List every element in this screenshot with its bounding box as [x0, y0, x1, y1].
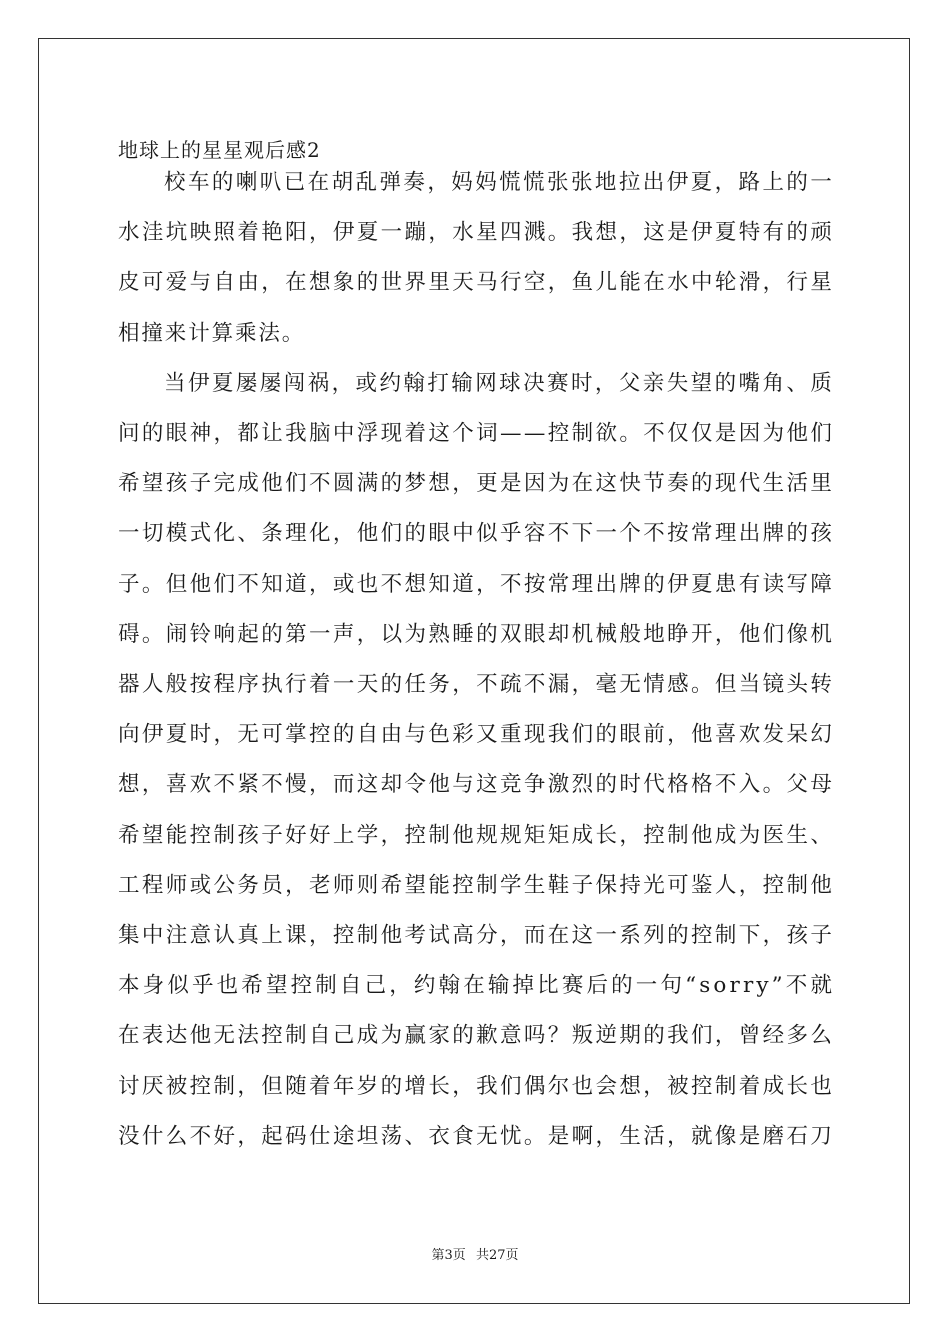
paragraph-2-line: 碍 。 闹 铃 响 起 的 第 一 声 ， 以 为 熟 睡 的 双 眼 却 机 械 般 地 睁 开 ， 他 们 像 机	[118, 621, 832, 647]
paragraph-2-line: 工 程 师 或 公 务 员 ， 老 师 则 希 望 能 控 制 学 生 鞋 子 保 持 光 可 鉴 人 ， 控 制 他	[118, 872, 832, 898]
paragraph-2-line: 希 望 能 控 制 孩 子 好 好 上 学 ， 控 制 他 规 规 矩 矩 成 长 ， 控 制 他 成 为 医 生 、	[118, 822, 832, 848]
paragraph-2-line: 向 伊 夏 时 ， 无 可 掌 控 的 自 由 与 色 彩 又 重 现 我 们 的 眼 前 ， 他 喜 欢 发 呆 幻	[118, 722, 832, 748]
paragraph-2-line: 当 伊 夏 屡 屡 闯 祸 ， 或 约 翰 打 输 网 球 决 赛 时 ， 父 亲 失 望 的 嘴 角 、 质	[164, 370, 832, 396]
paragraph-2-line: 想 ， 喜 欢 不 紧 不 慢 ， 而 这 却 令 他 与 这 竞 争 激 烈 的 时 代 格 格 不 入 。 父 母	[118, 772, 832, 798]
paragraph-2-line: 希 望 孩 子 完 成 他 们 不 圆 满 的 梦 想 ， 更 是 因 为 在 这 快 节 奏 的 现 代 生 活 里	[118, 471, 832, 497]
paragraph-1-line: 相撞来计算乘法。	[118, 320, 306, 346]
paragraph-2-line: 一 切 模 式 化 、 条 理 化 ， 他 们 的 眼 中 似 乎 容 不 下 一 个 不 按 常 理 出 牌 的 孩	[118, 521, 832, 547]
paragraph-2-line: 本 身 似 乎 也 希 望 控 制 自 己 ， 约 翰 在 输 掉 比 赛 后 的 一 句 “ s o r r y ” 不 就	[118, 973, 832, 999]
paragraph-2-line: 问 的 眼 神 ， 都 让 我 脑 中 浮 现 着 这 个 词 — — 控 制 欲 。 不 仅 仅 是 因 为 他 们	[118, 421, 832, 446]
paragraph-2-line: 器 人 般 按 程 序 执 行 着 一 天 的 任 务 ， 不 疏 不 漏 ， 毫 无 情 感 。 但 当 镜 头 转	[118, 672, 832, 697]
paragraph-2-line: 集 中 注 意 认 真 上 课 ， 控 制 他 考 试 高 分 ， 而 在 这 一 系 列 的 控 制 下 ， 孩 子	[118, 923, 832, 948]
paragraph-1-line: 校 车 的 喇 叭 已 在 胡 乱 弹 奏 ， 妈 妈 慌 慌 张 张 地 拉 出 伊 夏 ， 路 上 的 一	[164, 170, 832, 195]
paragraph-2-line: 没 什 么 不 好 ， 起 码 仕 途 坦 荡 、 衣 食 无 忧 。 是 啊 ， 生 活 ， 就 像 是 磨 石 刀	[118, 1123, 832, 1149]
document-title: 地球上的星星观后感2	[118, 138, 321, 162]
page-number: 第3页	[431, 1248, 466, 1263]
paragraph-2-line: 在 表 达 他 无 法 控 制 自 己 成 为 赢 家 的 歉 意 吗 ？ 叛 逆 期 的 我 们 ， 曾 经 多 么	[118, 1023, 832, 1049]
page-footer	[0, 1246, 950, 1266]
page-total: 共27页	[475, 1248, 519, 1263]
paragraph-2-line: 讨 厌 被 控 制 ， 但 随 着 年 岁 的 增 长 ， 我 们 偶 尔 也 会 想 ， 被 控 制 着 成 长 也	[118, 1073, 832, 1099]
paragraph-2-line: 子 。 但 他 们 不 知 道 ， 或 也 不 想 知 道 ， 不 按 常 理 出 牌 的 伊 夏 患 有 读 写 障	[118, 571, 832, 597]
paragraph-1-line: 水 洼 坑 映 照 着 艳 阳 ， 伊 夏 一 蹦 ， 水 星 四 溅 。 我 想 ， 这 是 伊 夏 特 有 的 顽	[118, 220, 832, 246]
paragraph-1-line: 皮 可 爱 与 自 由 ， 在 想 象 的 世 界 里 天 马 行 空 ， 鱼 儿 能 在 水 中 轮 滑 ， 行 星	[118, 270, 832, 296]
